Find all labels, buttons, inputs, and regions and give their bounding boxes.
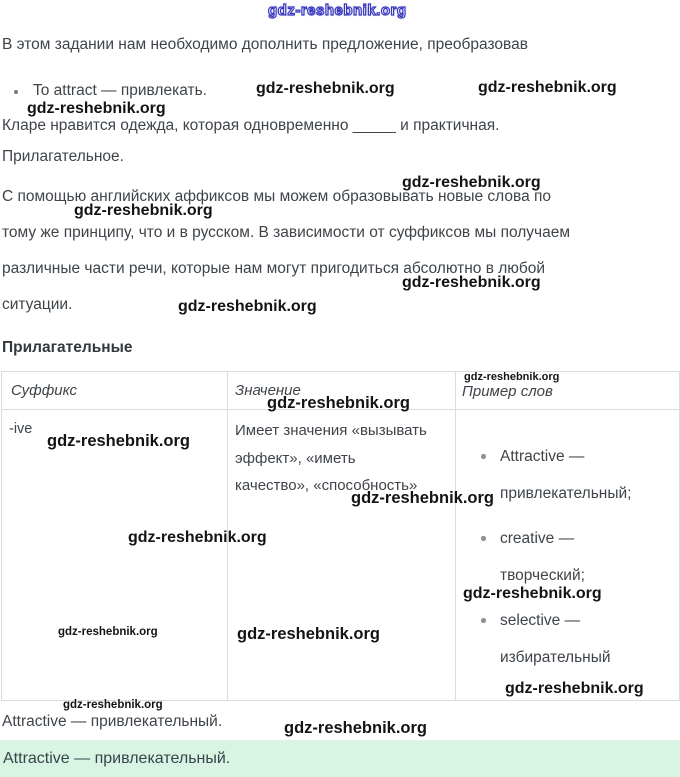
column-divider [227,372,228,700]
explanation-line: различные части речи, которые нам могут пригодиться абсолютно в любой [2,260,546,277]
example-item [480,602,631,676]
part-of-speech-line: Прилагательное. [2,148,124,165]
header-divider [2,409,679,410]
exercise-sentence: Кларе нравится одежда, которая одновременно _____ и практичная. [2,117,500,134]
watermark: gdz-reshebnik.org [237,625,381,643]
example-translation: творческий; [500,567,585,584]
watermark: gdz-reshebnik.org [284,719,428,737]
explanation-line: ситуации. [2,296,73,313]
watermark: gdz-reshebnik.org [27,100,166,117]
example-word: creative — [500,530,575,547]
suffix-cell: -ive [9,421,33,437]
section-heading: Прилагательные [2,339,133,356]
watermark: gdz-reshebnik.org [464,371,560,383]
examples-list [480,438,631,684]
answer-highlight [0,740,680,777]
answer-line: Attractive — привлекательный. [2,713,223,730]
watermark: gdz-reshebnik.org [351,489,495,507]
meaning-line: Имеет значения «вызывать [235,422,427,439]
meaning-line: качество», «способность» [235,477,418,494]
watermark: gdz-reshebnik.org [58,626,158,638]
example-translation: привлекательный; [500,485,632,502]
explanation-line: С помощью английских аффиксов мы можем образовывать новые слова по [2,188,552,205]
example-item [480,520,631,594]
watermark: gdz-reshebnik.org [256,80,395,97]
watermark: gdz-reshebnik.org [505,680,644,697]
watermark: gdz-reshebnik.org [63,699,163,711]
example-word: Attractive — [500,448,585,465]
watermark-outline: gdz-reshebnik.org [268,2,407,19]
meaning-line: эффект», «иметь [235,449,356,467]
suffix-table [1,371,680,701]
column-header-suffix: Суффикс [11,382,77,399]
column-header-meaning: Значение [235,382,301,399]
column-divider [455,372,456,700]
watermark: gdz-reshebnik.org [478,79,617,96]
watermark: gdz-reshebnik.org [463,585,602,602]
watermark: gdz-reshebnik.org [402,274,541,291]
watermark: gdz-reshebnik.org [128,529,267,546]
example-translation: избирательный [500,649,611,666]
watermark: gdz-reshebnik.org [267,394,411,412]
vocab-item: To attract — привлекать. [33,82,207,99]
example-word: selective — [500,612,581,629]
explanation-line: тому же принципу, что и в русском. В зависимости от суффиксов мы получаем [2,224,571,241]
example-item [480,438,631,512]
meaning-cell [235,417,427,500]
column-header-examples: Пример слов [462,383,553,400]
watermark: gdz-reshebnik.org [178,298,317,315]
task-description: В этом задании нам необходимо дополнить предложение, преобразовав [2,36,528,53]
watermark: gdz-reshebnik.org [402,174,541,191]
watermark: gdz-reshebnik.org [74,202,213,219]
bullet-dot [14,90,18,94]
answer-highlight-text: Attractive — привлекательный. [3,750,231,767]
watermark: gdz-reshebnik.org [47,432,191,450]
